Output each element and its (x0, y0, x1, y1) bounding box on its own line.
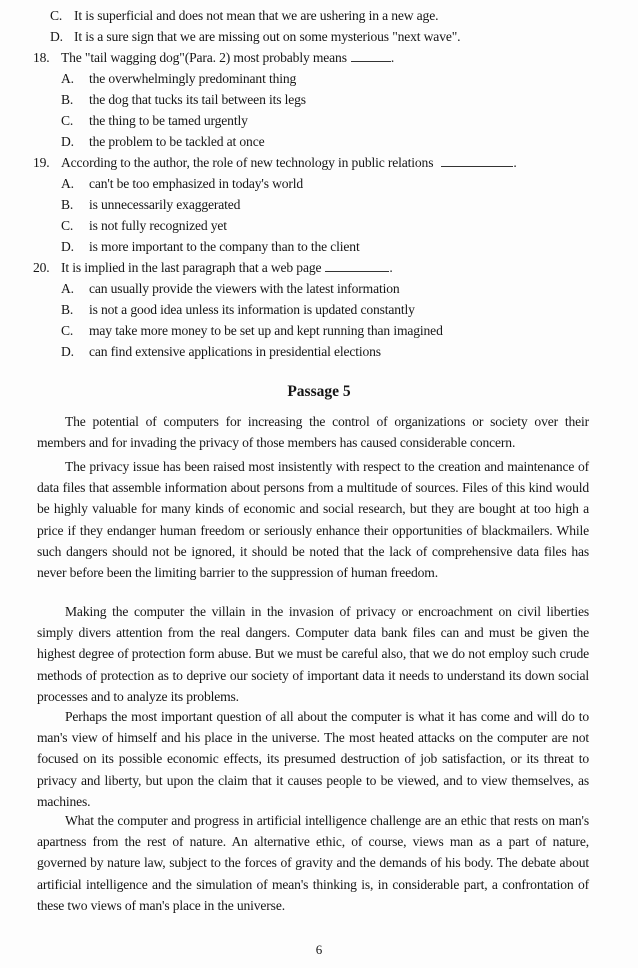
passage-title: Passage 5 (287, 383, 351, 400)
option-label: B. (61, 92, 74, 107)
question-number: 19. (33, 155, 50, 170)
option-label: A. (61, 176, 74, 191)
option-text: the dog that tucks its tail between its legs (89, 92, 306, 107)
answer-blank (325, 261, 389, 272)
option-label: B. (61, 302, 74, 317)
passage-paragraph-1: The potential of computers for increasing the control of organizations or society over their members and for invading the privacy of those members has caused considerable concern. (37, 414, 589, 451)
passage-paragraph-4: Perhaps the most important question of all about the computer is what it has come and will do to man's view of himself and his place in the universe. The most heated attacks on the computer are not focused on its possible economic effects, its presumed destruction of job satisfaction, or its threat to privacy and liberty, but upon the claim that it causes people to be viewed, and to view themselves, as machines. (37, 709, 589, 809)
option-text: the problem to be tackled at once (89, 134, 265, 149)
answer-blank (441, 156, 513, 167)
option-text: can usually provide the viewers with the latest information (89, 281, 400, 296)
question-stem: It is implied in the last paragraph that a web page . (61, 260, 393, 275)
option-text: is not fully recognized yet (89, 218, 227, 233)
passage-paragraph-5: What the computer and progress in artificial intelligence challenge are an ethic that rests on man's apartness from the rest of nature. An alternative ethic, of course, views man as a part of nature, governed by nature law, subject to the forces of gravity and the demands of his body. The debate about artificial intelligence and the simulation of mean's thinking is, in considerable part, a confrontation of these two views of man's place in the universe. (37, 813, 589, 913)
option-label: B. (61, 197, 74, 212)
option-text: is unnecessarily exaggerated (89, 197, 241, 212)
option-text: can't be too emphasized in today's world (89, 176, 304, 191)
question-number: 20. (33, 260, 50, 275)
option-text: the thing to be tamed urgently (89, 113, 248, 128)
page-number: 6 (315, 942, 323, 957)
option-text: may take more money to be set up and kept running than imagined (89, 323, 443, 338)
option-text: is more important to the company than to the client (89, 239, 360, 254)
option-label: D. (61, 239, 74, 254)
option-label: A. (61, 281, 74, 296)
answer-blank (351, 51, 391, 62)
option-label: D. (61, 134, 74, 149)
option-label: C. (61, 218, 74, 233)
passage-paragraph-3: Making the computer the villain in the invasion of privacy or encroachment on civil liberties simply divers attention from the real dangers. Computer data bank files can and must be given the highest degree of protection form abuse. But we must be careful also, that we do not employ such crude methods of protection as to deprive our society of important data it needs to understand its down social processes and to analyze its problems. (37, 604, 589, 704)
option-text: is not a good idea unless its information is updated constantly (89, 302, 415, 317)
question-stem: According to the author, the role of new technology in public relations . (61, 155, 517, 170)
question-stem: The "tail wagging dog"(Para. 2) most probably means . (61, 50, 395, 65)
option-label: C. (61, 113, 74, 128)
option-text: It is superficial and does not mean that we are ushering in a new age. (74, 8, 439, 23)
passage-paragraph-2: The privacy issue has been raised most insistently with respect to the creation and maintenance of data files that assemble information about persons from a multitude of sources. Files of this kind would be highly valuable for many kinds of economic and social research, but they are bought at too high a price if they endanger human freedom or seriously enhance their opportunities of blackmailers. While such dangers should not be ignored, it should be noted that the lack of comprehensive data files has never before been the limiting barrier to the suppression of human freedom. (37, 459, 589, 581)
option-label: C. (61, 323, 74, 338)
option-text: the overwhelmingly predominant thing (89, 71, 297, 86)
option-label: A. (61, 71, 74, 86)
question-number: 18. (33, 50, 50, 65)
option-label: D. (61, 344, 74, 359)
option-text: can find extensive applications in presidential elections (89, 344, 381, 359)
option-label: D. (50, 29, 63, 44)
option-text: It is a sure sign that we are missing out on some mysterious "next wave". (74, 29, 461, 44)
option-label: C. (50, 8, 63, 23)
